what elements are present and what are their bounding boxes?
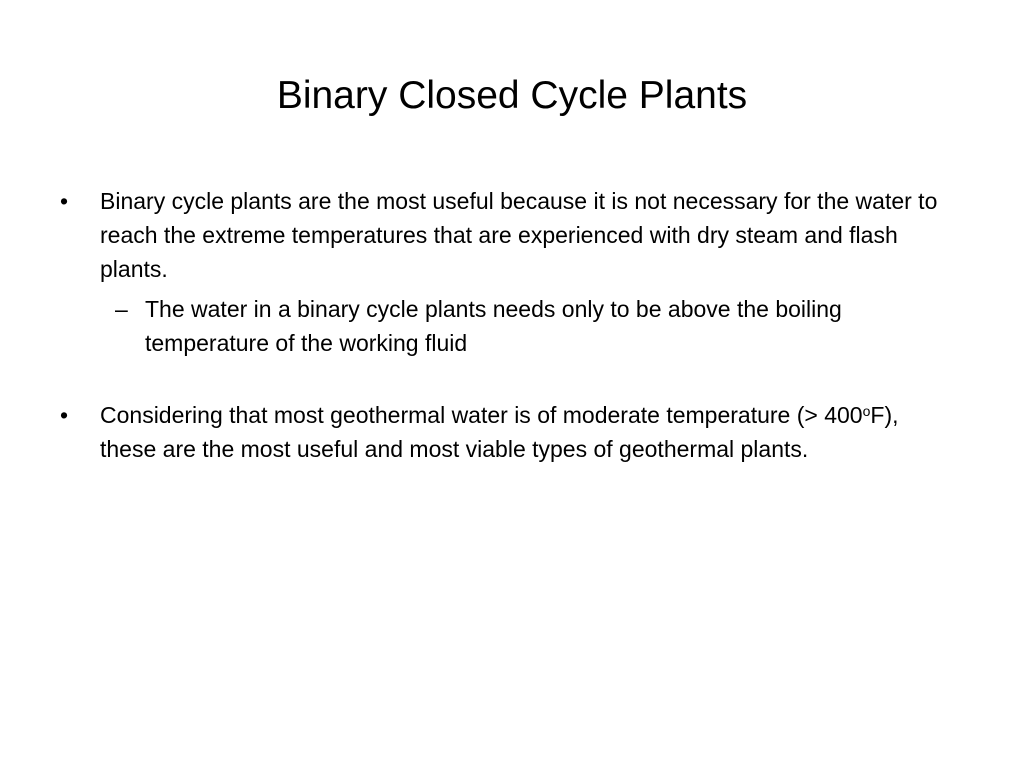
bullet-text: [100, 402, 899, 462]
bullet-item: [60, 184, 960, 286]
bullet-text-part: Considering that most geothermal water is of moderate temperature (> 400: [100, 402, 863, 428]
sub-bullet-text: The water in a binary cycle plants needs only to be above the boiling temperature of the working fluid: [145, 296, 842, 356]
degree-superscript: o: [862, 403, 871, 419]
bullet-text-part: F), these are the most useful and most viable types of geothermal plants.: [100, 402, 899, 462]
bullet-text: Binary cycle plants are the most useful because it is not necessary for the water to reach the extreme temperatures that are experienced with dry steam and flash plants.: [100, 188, 938, 282]
bullet-icon: •: [60, 188, 69, 214]
bullet-item: [60, 398, 960, 466]
bullet-icon: •: [60, 402, 69, 428]
slide-body: [60, 184, 960, 466]
dash-icon: –: [115, 296, 128, 322]
slide-title: Binary Closed Cycle Plants: [276, 74, 748, 117]
sub-bullet-item: [115, 292, 960, 360]
